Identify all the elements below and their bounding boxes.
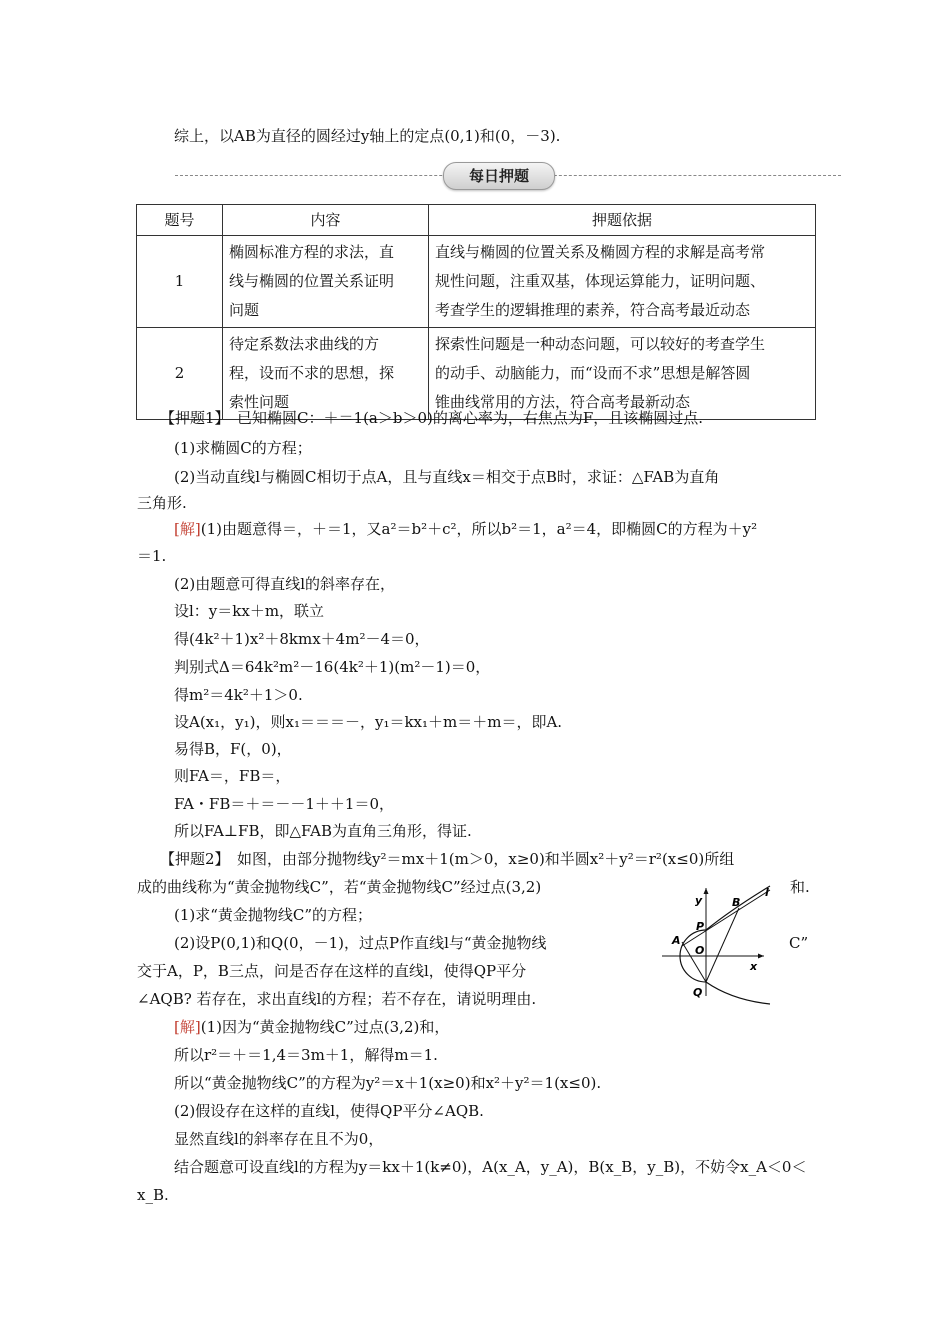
content-line: 椭圆标准方程的求法，直 [229,243,395,261]
solution-2-step: (2)假设存在这样的直线l，使得QP平分∠AQB. [174,1102,484,1120]
label-x: x [750,960,758,973]
table-row [137,236,816,328]
solution-tag: [解] [174,1018,201,1036]
problem-2-q1: (1)求“黄金抛物线C”的方程； [174,906,373,924]
problem-1-stem [160,408,703,428]
problem-1-tag: 【押题1】 [160,409,223,427]
basis-line: 的动手、动脑能力，而“设而不求”思想是解答圆 [435,364,751,382]
table-row [137,328,816,420]
row-basis [429,236,816,328]
x-arrow-icon [758,954,764,959]
problem-2-q2-end: C” [789,934,809,952]
content-line: 待定系数法求曲线的方 [229,335,380,353]
line-QB [706,908,739,982]
solution-tag: [解] [174,520,201,538]
solution-2-step: 所以“黄金抛物线C”的方程为y²＝x＋1(x≥0)和x²＋y²＝1(x≤0). [174,1074,602,1092]
content-line: 程，设而不求的思想，探 [229,364,395,382]
row-number: 2 [137,328,223,420]
solution-2-step [174,1017,449,1037]
header-number: 题号 [137,205,223,236]
problem-2-q2: (2)设P(0,1)和Q(0，－1)，过点P作直线l与“黄金抛物线 [174,934,547,952]
table-header-row [137,205,816,236]
row-number: 1 [137,236,223,328]
solution-1-step: 设A(x₁，y₁)，则x₁＝＝＝－，y₁＝kx₁＋m＝＋m＝，即A. [174,713,563,731]
problem-1-text: 已知椭圆C：＋＝1(a＞b＞0)的离心率为，右焦点为F，且该椭圆过点. [222,409,704,427]
basis-line: 直线与椭圆的位置关系及椭圆方程的求解是高考常 [435,243,766,261]
problem-1-q1: (1)求椭圆C的方程； [174,439,312,457]
row-content [223,328,429,420]
solution-1-step: 易得B，F(，0)， [174,740,292,758]
basis-line: 锥曲线常用的方法，符合高考最新动态 [435,393,691,411]
daily-prediction-banner [175,160,841,190]
problem-2-text: 如图，由部分抛物线y²＝mx＋1(m＞0，x≥0)和半圆x²＋y²＝r²(x≤0)所组 [222,850,735,868]
solution-2-step: 显然直线l的斜率存在且不为0， [174,1130,384,1148]
row-basis [429,328,816,420]
row-content [223,236,429,328]
label-y: y [695,894,703,907]
solution-1-step: 得m²＝4k²＋1＞0. [174,686,303,704]
banner-label: 每日押题 [443,162,555,190]
prediction-table [136,204,816,420]
golden-parabola-figure [652,884,782,1006]
solution-1-step: 设l：y＝kx＋m，联立 [174,602,325,620]
solution-1-step: (2)由题意可得直线l的斜率存在， [174,575,396,593]
problem-2-stem-cont: 成的曲线称为“黄金抛物线C”，若“黄金抛物线C”经过点(3,2) [137,878,542,896]
problem-1-q2: (2)当动直线l与椭圆C相切于点A，且与直线x＝相交于点B时，求证：△FAB为直角 [174,468,720,486]
y-arrow-icon [704,888,709,894]
label-P: P [696,920,705,933]
problem-2-stem [160,849,734,869]
solution-2-step: 所以r²＝＋＝1,4＝3m＋1，解得m＝1. [174,1046,438,1064]
solution-1-step [174,519,757,539]
content-line: 线与椭圆的位置关系证明 [229,272,395,290]
intro-conclusion: 综上，以AB为直径的圆经过y轴上的定点(0,1)和(0，－3). [174,127,561,145]
solution-1-step: 则FA＝，FB＝， [174,767,291,785]
label-B: B [732,896,741,909]
label-l: l [765,886,769,899]
solution-text: (1)由题意得＝，＋＝1，又a²＝b²＋c²，所以b²＝1，a²＝4，即椭圆C的方程为＋y² [200,520,758,538]
parabola-lower [706,982,770,1004]
label-Q: Q [693,986,703,999]
problem-2-tag: 【押题2】 [160,850,223,868]
label-O: O [695,944,705,957]
parabola-diagram [652,884,782,1006]
content-line: 问题 [229,301,260,319]
solution-1-step: 所以FA⊥FB，即△FAB为直角三角形，得证. [174,822,472,840]
basis-line: 探索性问题是一种动态问题，可以较好的考查学生 [435,335,766,353]
label-A: A [672,934,681,947]
solution-1-step: ＝1. [137,547,167,565]
header-content: 内容 [223,205,429,236]
basis-line: 考查学生的逻辑推理的素养，符合高考最近动态 [435,301,751,319]
problem-2-q2-cont: ∠AQB? 若存在，求出直线l的方程；若不存在，请说明理由. [137,990,537,1008]
solution-2-step: 结合题意可设直线l的方程为y＝kx＋1(k≠0)，A(x_A，y_A)，B(x_B，y_B)，不妨令x_A＜0＜ [174,1158,807,1176]
solution-2-step: x_B. [137,1186,169,1204]
solution-1-step: FA・FB＝＋＝－－1＋＋1＝0， [174,795,394,813]
problem-1-q2-cont: 三角形. [137,494,187,512]
solution-text: (1)因为“黄金抛物线C”过点(3,2)和， [200,1018,450,1036]
basis-line: 规性问题，注重双基，体现运算能力，证明问题、 [435,272,766,290]
header-basis: 押题依据 [429,205,816,236]
problem-2-q2-cont: 交于A，P，B三点，问是否存在这样的直线l，使得QP平分 [137,962,527,980]
problem-2-stem-end: 和. [790,878,810,896]
solution-1-step: 得(4k²＋1)x²＋8kmx＋4m²－4＝0， [174,630,430,648]
solution-1-step: 判别式Δ＝64k²m²－16(4k²＋1)(m²－1)＝0， [174,658,491,676]
content-line: 索性问题 [229,393,290,411]
